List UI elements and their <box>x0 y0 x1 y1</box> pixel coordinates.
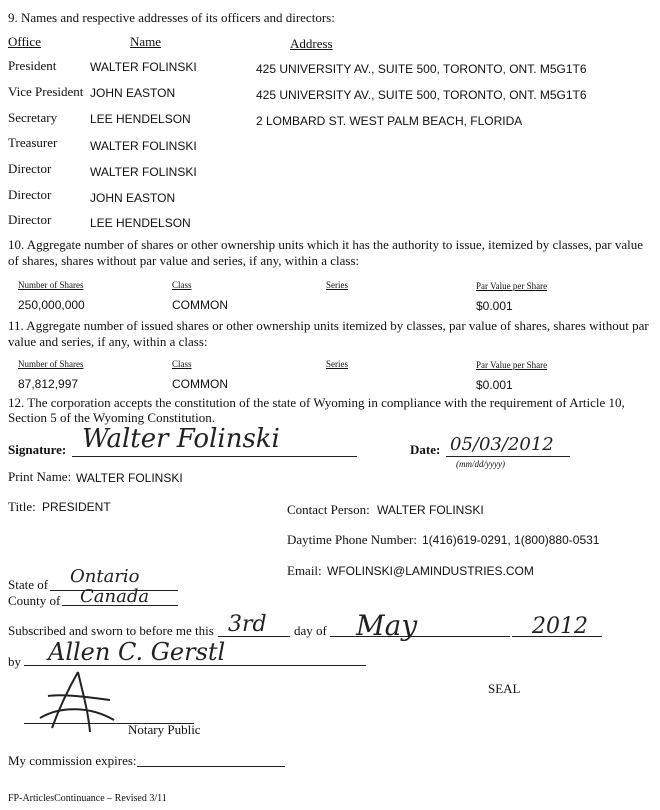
month-line <box>330 636 510 637</box>
signature-handwriting: Walter Folinski <box>82 424 280 454</box>
year-line <box>512 636 602 637</box>
print-name-label: Print Name: <box>8 469 72 484</box>
form-id-footer: FP-ArticlesContinuance – Revised 3/11 <box>8 793 167 804</box>
officer-office: President <box>8 58 57 73</box>
authorized-class-value: COMMON <box>172 298 228 312</box>
year-value: 2012 <box>532 614 588 639</box>
issued-class-value: COMMON <box>172 377 228 391</box>
issued-par-value: $0.001 <box>476 378 513 392</box>
by-label: by <box>8 654 21 669</box>
date-value: 05/03/2012 <box>450 434 554 455</box>
phone-label: Daytime Phone Number: <box>287 532 417 547</box>
phone-value: 1(416)619-0291, 1(800)880-0531 <box>422 533 600 547</box>
col-address-header: Address <box>290 36 333 51</box>
title-label: Title: <box>8 499 36 514</box>
officer-name: LEE HENDELSON <box>90 216 191 230</box>
officer-address: 425 UNIVERSITY AV., SUITE 500, TORONTO, ONT. M5G1T6 <box>256 88 587 102</box>
state-value: Ontario <box>70 566 140 587</box>
col-class-header: Class <box>172 280 192 290</box>
date-line <box>446 456 570 457</box>
officer-office: Director <box>8 187 52 202</box>
officer-office: Secretary <box>8 110 58 125</box>
date-format-hint: (mm/dd/yyyy) <box>456 459 505 469</box>
officer-office: Director <box>8 212 52 227</box>
col-par-header: Par Value per Share <box>476 281 548 291</box>
county-value: Canada <box>80 586 150 607</box>
col-series-header: Series <box>326 280 348 290</box>
officer-name: JOHN EASTON <box>90 191 176 205</box>
officer-address: 2 LOMBARD ST. WEST PALM BEACH, FLORIDA <box>256 114 523 128</box>
subscribed-text: Subscribed and sworn to before me this <box>8 623 214 638</box>
contact-person-label: Contact Person: <box>287 502 370 517</box>
signature-label: Signature: <box>8 442 67 457</box>
county-line <box>62 605 178 606</box>
section-10-text: 10. Aggregate number of shares or other ownership units which it has the authority to issue, itemized by classes, par value of shares, shares without par value and series, if any, within a class: <box>8 237 644 268</box>
authorized-par-value: $0.001 <box>476 299 513 313</box>
issued-shares-value: 87,812,997 <box>18 377 79 391</box>
officer-name: LEE HENDELSON <box>90 112 191 126</box>
notary-signature <box>30 666 120 736</box>
month-value: May <box>356 609 418 642</box>
col-office-header: Office <box>8 34 41 49</box>
signature-line <box>72 456 357 457</box>
day-line <box>218 636 290 637</box>
section-11-text: 11. Aggregate number of issued shares or other ownership units itemized by classes, par value of shares, shares without par value and series, if any, within a class: <box>8 318 649 349</box>
email-value: WFOLINSKI@LAMINDUSTRIES.COM <box>327 564 534 578</box>
commission-label: My commission expires: <box>8 753 137 768</box>
col-number-header: Number of Shares <box>18 359 84 369</box>
col-number-header: Number of Shares <box>18 280 84 290</box>
section-12-text: 12. The corporation accepts the constitution of the state of Wyoming in compliance with the requirement of Article 10, Section 5 of the Wyoming Constitution. <box>8 395 625 425</box>
officer-office: Vice President <box>8 84 84 99</box>
officer-name: WALTER FOLINSKI <box>90 165 197 179</box>
col-name-header: Name <box>130 34 162 49</box>
title-value: PRESIDENT <box>42 500 111 514</box>
authorized-shares-value: 250,000,000 <box>18 298 85 312</box>
seal-label: SEAL <box>488 681 521 696</box>
officer-name: JOHN EASTON <box>90 86 176 100</box>
section-9-heading: 9. Names and respective addresses of its officers and directors: <box>8 10 335 25</box>
officer-name: WALTER FOLINSKI <box>90 139 197 153</box>
by-value: Allen C. Gerstl <box>48 638 226 666</box>
col-par-header: Par Value per Share <box>476 360 548 370</box>
officer-office: Treasurer <box>8 135 58 150</box>
print-name-value: WALTER FOLINSKI <box>76 471 183 485</box>
col-class-header: Class <box>172 359 192 369</box>
contact-person-value: WALTER FOLINSKI <box>377 503 484 517</box>
email-label: Email: <box>287 563 322 578</box>
officer-name: WALTER FOLINSKI <box>90 60 197 74</box>
county-label: County of <box>8 593 61 608</box>
date-label: Date: <box>410 442 441 457</box>
commission-line <box>137 766 285 767</box>
day-of-text: day of <box>294 623 327 638</box>
day-value: 3rd <box>228 612 267 637</box>
col-series-header: Series <box>326 359 348 369</box>
officer-address: 425 UNIVERSITY AV., SUITE 500, TORONTO, ONT. M5G1T6 <box>256 62 587 76</box>
notary-public-label: Notary Public <box>128 722 201 737</box>
state-label: State of <box>8 577 49 592</box>
officer-office: Director <box>8 161 52 176</box>
